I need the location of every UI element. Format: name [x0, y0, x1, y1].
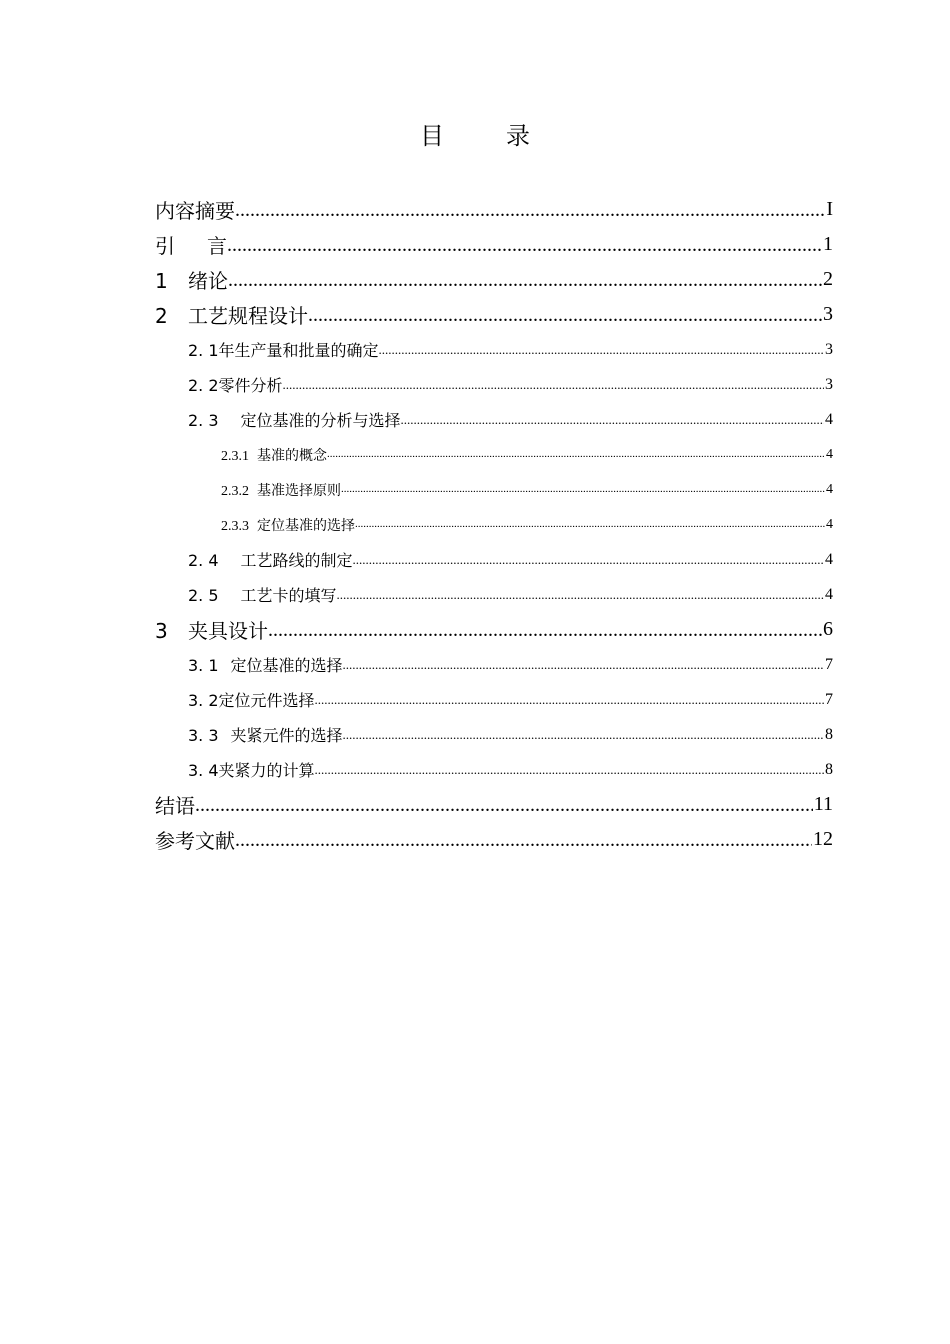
toc-leader: [379, 340, 824, 359]
toc-section-title: 绪论: [188, 269, 228, 293]
toc-label: [188, 548, 353, 571]
toc-section-title: 工艺规程设计: [188, 304, 308, 328]
toc-page-number: 8: [825, 725, 833, 743]
toc-section-number: 2.3.2: [221, 483, 249, 499]
toc-label: [188, 338, 379, 361]
toc-page-number: 3: [825, 375, 833, 393]
page-title: [0, 119, 950, 153]
toc-leader: [327, 446, 825, 463]
toc-section-title: 定位基准的分析与选择: [240, 411, 401, 430]
toc-page-number: 4: [826, 481, 833, 497]
toc-entry-section-3-4[interactable]: [155, 752, 833, 787]
toc-section-number: 2. 5: [188, 586, 219, 605]
toc-leader: [353, 550, 824, 569]
toc-section-number: 3. 2: [188, 691, 219, 710]
toc-leader: [401, 410, 824, 429]
toc-section-title: 夹紧力的计算: [218, 761, 315, 780]
toc-label-part-2: 言: [207, 234, 227, 258]
toc-label: [188, 723, 343, 746]
toc-section-title: 夹紧元件的选择: [230, 726, 343, 745]
table-of-contents: [155, 192, 833, 857]
toc-entry-section-2-3-3[interactable]: [155, 507, 833, 542]
title-part-2: 录: [506, 122, 530, 150]
toc-leader: [337, 585, 824, 604]
toc-leader: [268, 618, 822, 642]
toc-page-number: 3: [825, 340, 833, 358]
toc-section-title: 年生产量和批量的确定: [218, 341, 379, 360]
toc-page-number: 6: [823, 618, 833, 640]
toc-label: [155, 265, 228, 294]
toc-section-title: 零件分析: [218, 376, 283, 395]
toc-label: 内容摘要: [155, 199, 235, 223]
toc-section-title: 定位基准的选择: [257, 517, 355, 534]
toc-entry-section-2-4[interactable]: [155, 542, 833, 577]
toc-section-number: 2.3.1: [221, 448, 249, 464]
toc-leader: [308, 303, 822, 327]
toc-section-number: 3. 4: [188, 761, 219, 780]
toc-section-number: 2: [155, 304, 168, 328]
toc-page-number: 7: [825, 655, 833, 673]
toc-label: [188, 688, 315, 711]
toc-leader: [235, 828, 812, 852]
toc-section-title: 基准的概念: [257, 447, 327, 464]
toc-page-number: 2: [823, 268, 833, 290]
toc-label: 参考文献: [155, 829, 235, 853]
toc-page-number: 4: [825, 585, 833, 603]
toc-section-title: 定位元件选择: [218, 691, 315, 710]
toc-entry-references[interactable]: [155, 822, 833, 857]
toc-entry-chapter-3[interactable]: [155, 612, 833, 647]
toc-section-number: 3. 3: [188, 726, 219, 745]
toc-leader: [228, 268, 822, 292]
toc-entry-section-2-3-1[interactable]: [155, 437, 833, 472]
toc-leader: [227, 233, 822, 257]
toc-section-title: 基准选择原则: [257, 482, 341, 499]
toc-leader: [315, 690, 824, 709]
toc-section-number: 3. 1: [188, 656, 219, 675]
toc-leader: [355, 516, 825, 533]
toc-label: [188, 583, 337, 606]
toc-entry-section-3-2[interactable]: [155, 682, 833, 717]
toc-label: [221, 445, 327, 465]
toc-page-number: 1: [823, 233, 833, 255]
toc-page-number: 4: [826, 516, 833, 532]
toc-page-number: 4: [825, 410, 833, 428]
toc-entry-conclusion[interactable]: [155, 787, 833, 822]
toc-entry-section-2-3-2[interactable]: [155, 472, 833, 507]
toc-label: [155, 230, 227, 259]
toc-entry-intro[interactable]: [155, 227, 833, 262]
toc-page-number: 8: [825, 760, 833, 778]
toc-label: [221, 480, 341, 500]
toc-section-number: 2. 2: [188, 376, 219, 395]
toc-label: [155, 615, 268, 644]
toc-leader: [341, 481, 825, 498]
toc-section-title: 工艺卡的填写: [240, 586, 337, 605]
toc-label: [188, 373, 283, 396]
toc-page-number: 12: [813, 828, 833, 850]
toc-page-number: I: [826, 198, 833, 220]
toc-leader: [195, 793, 813, 817]
toc-entry-section-3-1[interactable]: [155, 647, 833, 682]
toc-label: [188, 653, 343, 676]
toc-section-number: 2. 4: [188, 551, 219, 570]
toc-leader: [315, 760, 824, 779]
toc-leader: [343, 725, 824, 744]
toc-entry-abstract[interactable]: [155, 192, 833, 227]
toc-page-number: 4: [825, 550, 833, 568]
toc-section-number: 2.3.3: [221, 518, 249, 534]
toc-page-number: 4: [826, 446, 833, 462]
toc-label: [155, 300, 308, 329]
toc-section-number: 2. 1: [188, 341, 219, 360]
toc-leader: [283, 375, 824, 394]
toc-section-number: 2. 3: [188, 411, 219, 430]
toc-label: 结语: [155, 794, 195, 818]
toc-label: [221, 515, 355, 535]
toc-entry-section-2-5[interactable]: [155, 577, 833, 612]
toc-leader: [343, 655, 824, 674]
toc-page-number: 11: [813, 793, 833, 815]
toc-label: [188, 758, 315, 781]
toc-section-number: 3: [155, 619, 168, 643]
toc-section-number: 1: [155, 269, 168, 293]
toc-section-title: 定位基准的选择: [230, 656, 343, 675]
toc-entry-chapter-1[interactable]: [155, 262, 833, 297]
toc-label: [188, 408, 401, 431]
title-part-1: 目: [420, 122, 444, 150]
toc-entry-chapter-2[interactable]: [155, 297, 833, 332]
toc-leader: [235, 198, 825, 222]
toc-page-number: 3: [823, 303, 833, 325]
toc-label-part-1: 引: [155, 234, 175, 258]
toc-section-title: 工艺路线的制定: [240, 551, 353, 570]
toc-entry-section-2-2[interactable]: [155, 367, 833, 402]
toc-entry-section-2-3[interactable]: [155, 402, 833, 437]
toc-section-title: 夹具设计: [188, 619, 268, 643]
toc-entry-section-2-1[interactable]: [155, 332, 833, 367]
toc-page-number: 7: [825, 690, 833, 708]
toc-entry-section-3-3[interactable]: [155, 717, 833, 752]
